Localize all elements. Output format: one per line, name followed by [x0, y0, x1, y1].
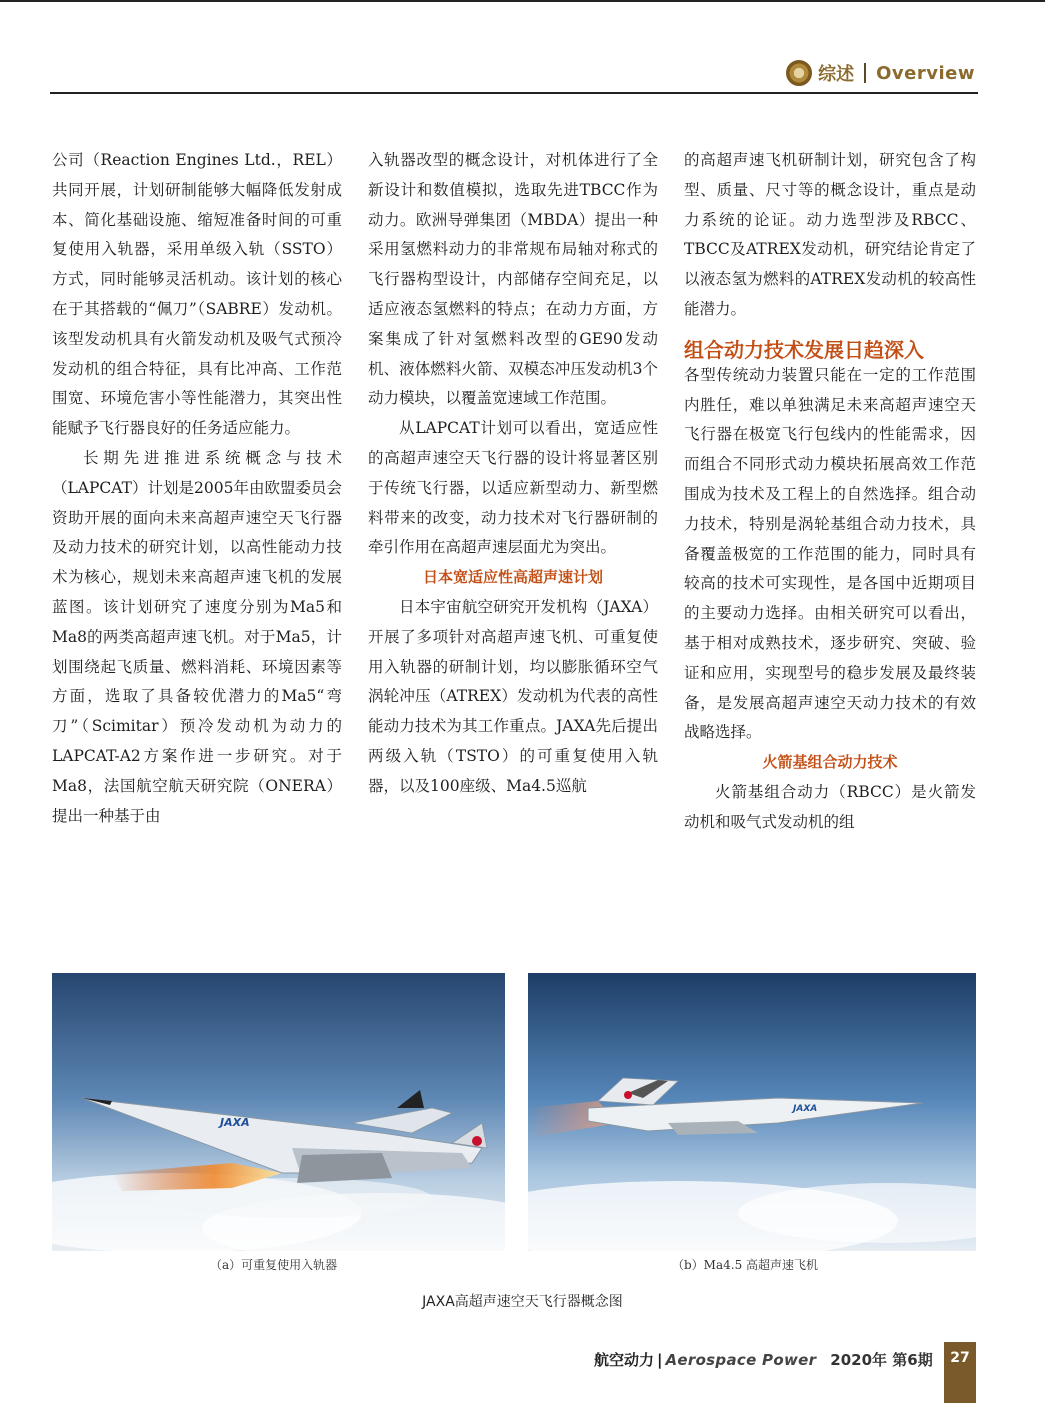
col3-paragraph-3: 火箭基组合动力（RBCC）是火箭发动机和吸气式发动机的组 — [684, 782, 976, 831]
journal-name-en: Aerospace Power — [665, 1351, 817, 1369]
figure-a-image — [52, 973, 505, 1251]
col2-paragraph-1: 入轨器改型的概念设计，对机体进行了全新设计和数值模拟，选取先进TBCC作为动力。欧洲导弹集团（MBDA）提出一种采用氢燃料动力的非常规布局轴对称式的飞行器构型设计，内部储存空间充足，以适应液态氢燃料的特点；在动力方面，方案集成了针对氢燃料改型的GE90发动机、液体燃料火箭、双模态冲压发动机3个动力模块，以覆盖宽速域工作范围。 — [368, 151, 658, 408]
section-separator — [864, 63, 866, 83]
column-2 — [368, 146, 658, 802]
col3-subheading: 火箭基组合动力技术 — [762, 753, 898, 772]
figure-b-illustration — [528, 973, 976, 1251]
col3-paragraph-1: 的高超声速飞机研制计划，研究包含了构型、质量、尺寸等的概念设计，重点是动力系统的论证。动力选型涉及RBCC、TBCC及ATREX发动机，研究结论肯定了以液态氢为燃料的ATREX发动机的较高性能潜力。 — [684, 151, 976, 318]
jaxa-mark-b: JAXA — [793, 1104, 818, 1114]
col2-paragraph-2: 从LAPCAT计划可以看出，宽适应性的高超声速空天飞行器的设计将显著区别于传统飞行器，以适应新型动力、新型燃料带来的改变，动力技术对飞行器研制的牵引作用在高超声速层面尤为突出。 — [368, 419, 658, 557]
section-header — [786, 60, 975, 86]
jaxa-mark-a: JAXA — [220, 1116, 250, 1129]
section-heading: 组合动力技术发展日趋深入 — [684, 337, 924, 362]
footer — [594, 1349, 933, 1370]
figure-b-image — [528, 973, 976, 1251]
col3-paragraph-2: 各型传统动力装置只能在一定的工作范围内胜任，难以单独满足未来高超声速空天飞行器在极宽飞行包线内的性能需求，因而组合不同形式动力模块拓展高效工作范围成为技术及工程上的自然选择。组合动力技术，特别是涡轮基组合动力技术，具备覆盖极宽的工作范围的能力，同时具有较高的技术可实现性，是各国中近期项目的主要动力选择。由相关研究可以看出，基于相对成熟技术，逐步研究、突破、验证和应用，实现型号的稳步发展及最终装备，是发展高超声速空天动力技术的有效战略选择。 — [684, 365, 976, 742]
top-border — [0, 0, 1045, 2]
journal-logo-icon — [786, 60, 812, 86]
journal-name-cn: 航空动力 — [594, 1351, 655, 1369]
figure-title: JAXA高超声速空天飞行器概念图 — [422, 1294, 623, 1310]
column-3 — [684, 146, 976, 838]
col1-paragraph-1: 公司（Reaction Engines Ltd.，REL）共同开展，计划研制能够大幅降低发射成本、简化基础设施、缩短准备时间的可重复使用入轨器，采用单级入轨（SSTO）方式，同时能够灵活机动。该计划的核心在于其搭载的“佩刀”（SABRE）发动机。该型发动机具有火箭发动机及吸气式预冷发动机的组合特征，具有比冲高、工作范围宽、环境危害小等性能潜力，其突出性能赋予飞行器良好的任务适应能力。 — [52, 151, 342, 438]
journal-separator: | — [657, 1351, 663, 1369]
header-rule — [50, 92, 978, 94]
page-number: 27 — [950, 1350, 970, 1366]
section-title-en: Overview — [876, 62, 975, 84]
figure-a-illustration — [52, 973, 505, 1251]
caption-b: （b）Ma4.5 高超声速飞机 — [672, 1258, 819, 1272]
section-title-cn: 综述 — [818, 64, 855, 85]
issue-label: 2020年 第6期 — [830, 1351, 933, 1369]
caption-a: （a）可重复使用入轨器 — [210, 1258, 338, 1272]
col1-paragraph-2: 长期先进推进系统概念与技术（LAPCAT）计划是2005年由欧盟委员会资助开展的面向未来高超声速空天飞行器及动力技术的研究计划，以高性能动力技术为核心，规划未来高超声速飞机的发展蓝图。该计划研究了速度分别为Ma5和Ma8的两类高超声速飞机。对于Ma5，计划围绕起飞质量、燃料消耗、环境因素等方面，选取了具备较优潜力的Ma5“弯刀”（Scimitar）预冷发动机为动力的LAPCAT-A2方案作进一步研究。对于Ma8，法国航空航天研究院（ONERA）提出一种基于由 — [52, 448, 342, 825]
col2-paragraph-3: 日本宇宙航空研究开发机构（JAXA）开展了多项针对高超声速飞机、可重复使用入轨器的研制计划，均以膨胀循环空气涡轮冲压（ATREX）发动机为代表的高性能动力技术为其工作重点。JAXA先后提出两级入轨（TSTO）的可重复使用入轨器，以及100座级、Ma4.5巡航 — [368, 597, 658, 795]
col2-subheading: 日本宽适应性高超声速计划 — [422, 568, 603, 587]
column-1 — [52, 146, 342, 831]
